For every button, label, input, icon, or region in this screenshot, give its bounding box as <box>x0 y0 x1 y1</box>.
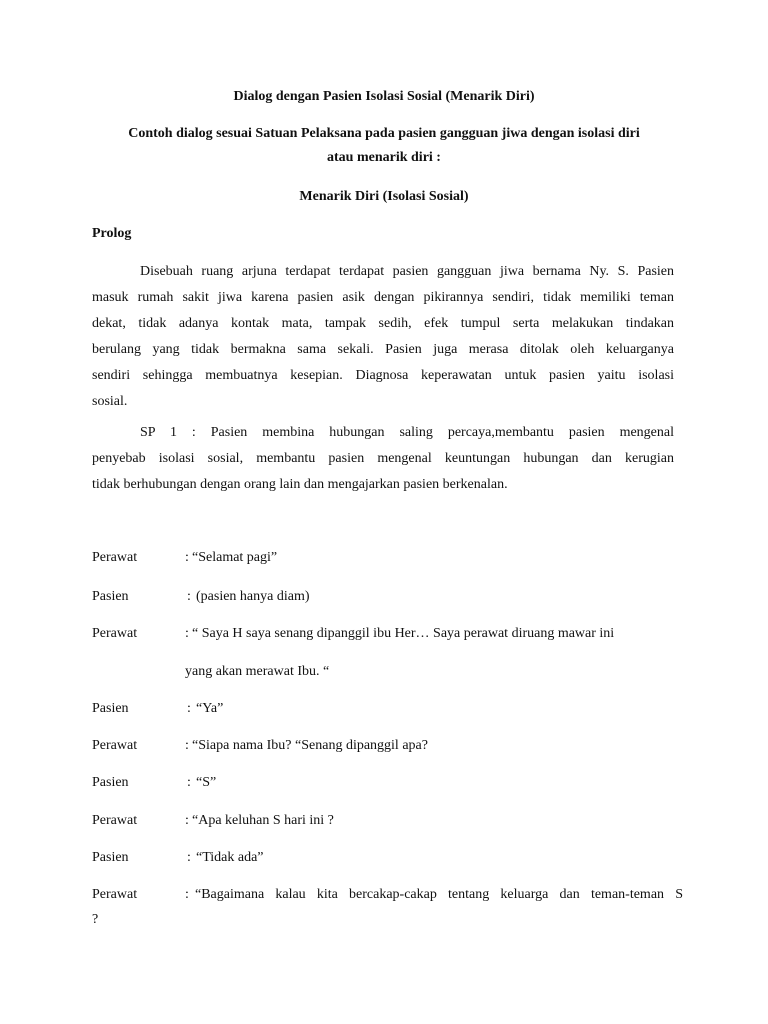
dialog-colon: : <box>185 626 189 641</box>
dialog-text: “Siapa nama Ibu? “Senang dipanggil apa? <box>192 738 428 753</box>
document-subtitle-line-1: Contoh dialog sesuai Satuan Pelaksana pada pasien gangguan jiwa dengan isolasi diri <box>128 126 640 141</box>
dialog-text-tail: ? <box>92 912 99 927</box>
dialog-colon: : <box>185 813 189 828</box>
dialog-text: “Bagaimana kalau kita bercakap-cakap tentang keluarga dan teman-teman S <box>195 887 683 902</box>
dialog-speaker: Pasien <box>92 701 129 716</box>
dialog-text: (pasien hanya diam) <box>196 589 310 604</box>
dialog-speaker: Perawat <box>92 550 138 565</box>
dialog-speaker: Perawat <box>92 887 138 902</box>
section-title: Menarik Diri (Isolasi Sosial) <box>299 189 469 204</box>
sp1-line: tidak berhubungan dengan orang lain dan mengajarkan pasien berkenalan. <box>92 477 508 492</box>
prolog-line: Disebuah ruang arjuna terdapat terdapat pasien gangguan jiwa bernama Ny. S. Pasien <box>140 264 674 279</box>
dialog-speaker: Pasien <box>92 775 129 790</box>
dialog-colon: : <box>185 550 189 565</box>
prolog-heading: Prolog <box>92 226 132 241</box>
dialog-colon: : <box>187 701 191 716</box>
prolog-line: sosial. <box>92 394 128 409</box>
prolog-paragraph <box>92 259 674 415</box>
dialog-speaker: Pasien <box>92 850 129 865</box>
dialog-text-continuation: yang akan merawat Ibu. “ <box>185 664 330 679</box>
dialog-text: “Apa keluhan S hari ini ? <box>192 813 334 828</box>
dialog-colon: : <box>187 775 191 790</box>
sp1-line: penyebab isolasi sosial, membantu pasien mengenal keuntungan hubungan dan kerugian <box>92 451 674 466</box>
dialog-text: “ Saya H saya senang dipanggil ibu Her… Saya perawat diruang mawar ini <box>192 626 615 641</box>
dialog-colon: : <box>187 589 191 604</box>
document-title: Dialog dengan Pasien Isolasi Sosial (Menarik Diri) <box>233 89 535 104</box>
sp1-paragraph <box>92 420 674 498</box>
dialog-speaker: Perawat <box>92 813 138 828</box>
dialog-speaker: Perawat <box>92 738 138 753</box>
dialog-colon: : <box>185 887 189 902</box>
dialog-colon: : <box>187 850 191 865</box>
prolog-line: berulang yang tidak bermakna sama sekali. Pasien juga merasa ditolak oleh keluarganya <box>92 342 674 357</box>
sp1-line: SP 1 : Pasien membina hubungan saling percaya,membantu pasien mengenal <box>140 425 674 440</box>
dialog-text: “Tidak ada” <box>196 850 264 865</box>
dialog-speaker: Perawat <box>92 626 138 641</box>
dialog-text: “Ya” <box>196 701 224 716</box>
prolog-line: masuk rumah sakit jiwa karena pasien asik dengan pikirannya sendiri, tidak memiliki teman <box>92 290 674 305</box>
prolog-line: dekat, tidak adanya kontak mata, tampak sedih, efek tumpul serta melakukan tindakan <box>92 316 674 331</box>
dialog-text: “Selamat pagi” <box>192 550 278 565</box>
dialog-colon: : <box>185 738 189 753</box>
document-subtitle-line-2: atau menarik diri : <box>327 150 441 165</box>
dialog-text: “S” <box>196 775 217 790</box>
dialog-speaker: Pasien <box>92 589 129 604</box>
prolog-line: sendiri sehingga membuatnya kesepian. Diagnosa keperawatan untuk pasien yaitu isolasi <box>92 368 674 383</box>
